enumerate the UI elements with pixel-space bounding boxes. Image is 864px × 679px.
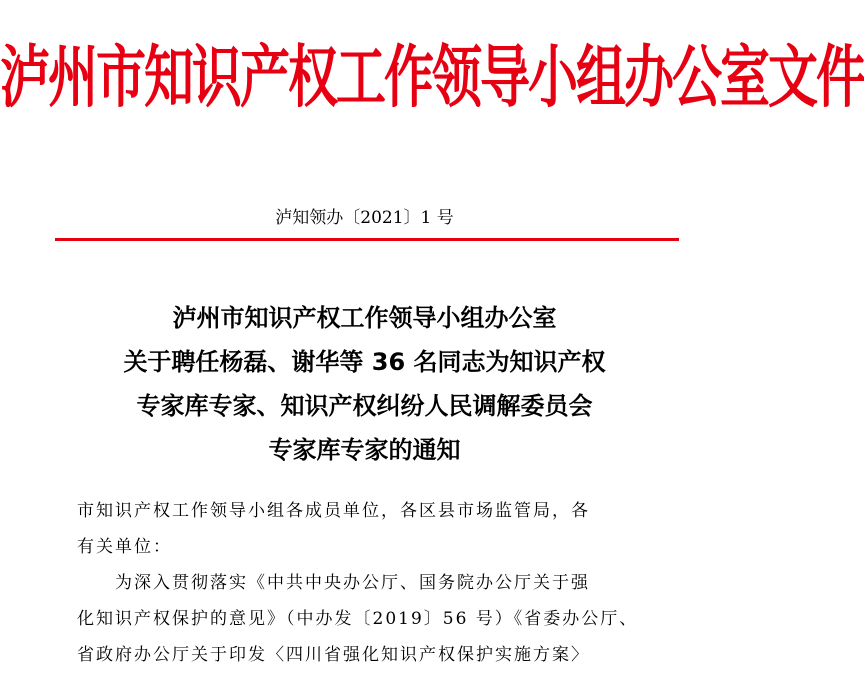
notice-title [0,296,729,472]
addressee-line: 市知识产权工作领导小组各成员单位，各区县市场监管局，各 [77,501,590,521]
body-paragraph-line: 化知识产权保护的意见》（中办发〔2019〕56 号）《省委办公厅、 [77,609,639,629]
addressee-line: 有关单位： [77,537,172,557]
red-divider-line [55,238,679,241]
notice-title-line: 关于聘任杨磊、谢华等 36 名同志为知识产权 [123,348,606,376]
document-header-title: 泸州市知识产权工作领导小组办公室文件 [0,38,864,117]
body-paragraph-line: 省政府办公厅关于印发〈四川省强化知识产权保护实施方案〉 [77,645,590,665]
notice-title-line: 泸州市知识产权工作领导小组办公室 [172,304,557,332]
notice-title-line: 专家库专家的通知 [268,436,461,464]
notice-body [77,493,667,673]
document-number: 泸知领办〔2021〕1 号 [275,208,454,228]
notice-title-line: 专家库专家、知识产权纠纷人民调解委员会 [136,392,593,420]
body-paragraph-line: 为深入贯彻落实《中共中央办公厅、国务院办公厅关于强 [115,573,590,593]
